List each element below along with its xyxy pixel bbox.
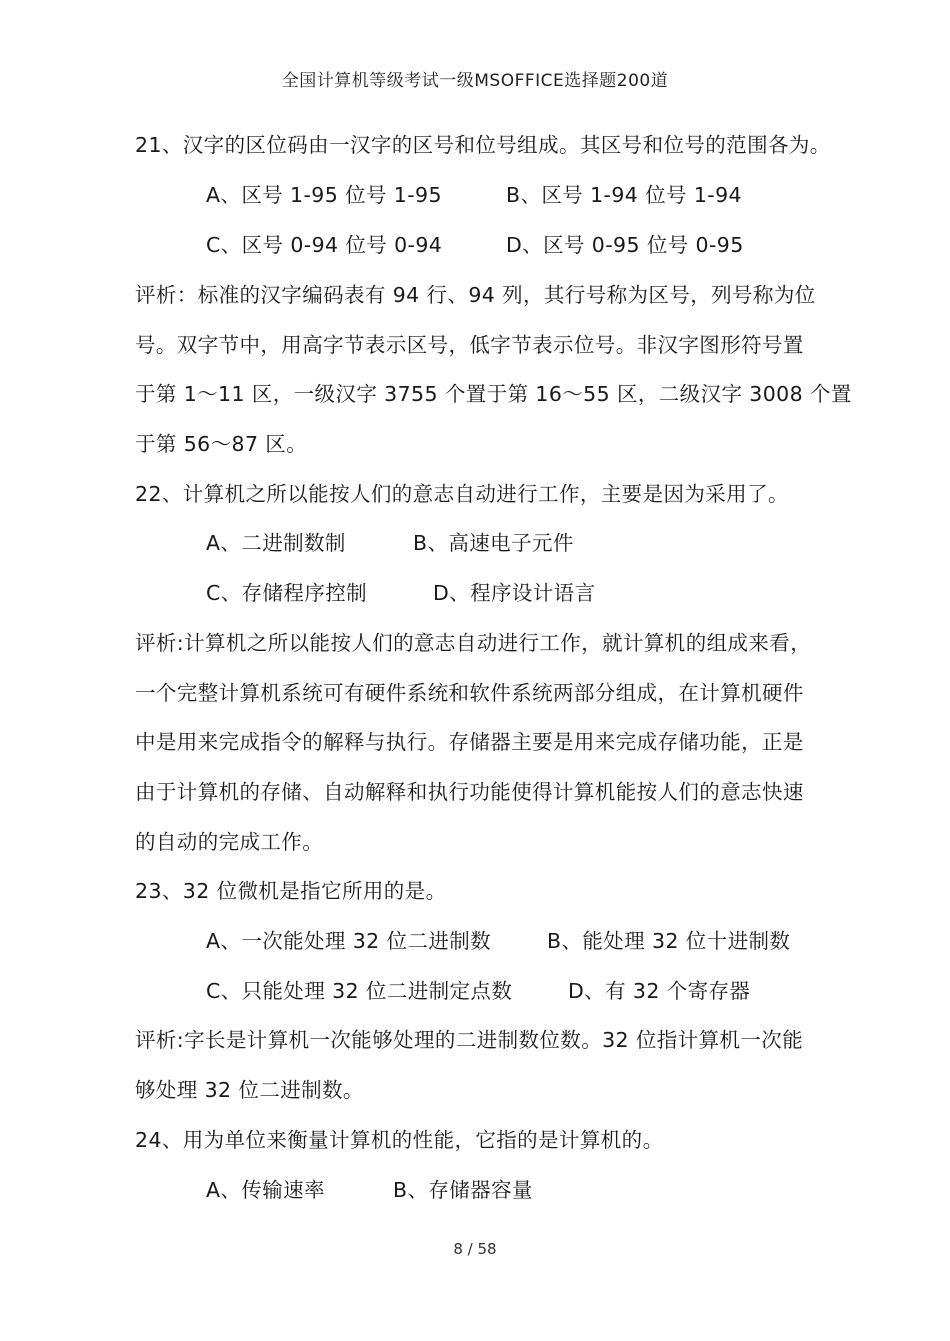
question-23-option-a: A、一次能处理 32 位二进制数 [206, 929, 492, 953]
question-22-analysis-line: 由于计算机的存储、自动解释和执行功能使得计算机能按人们的意志快速 [135, 780, 804, 804]
question-24-stem: 24、用为单位来衡量计算机的性能，它指的是计算机的。 [135, 1128, 664, 1152]
question-22-option-c: C、存储程序控制 [206, 581, 368, 605]
document-header-title: 全国计算机等级考试一级MSOFFICE选择题200道 [281, 71, 669, 91]
question-21-option-c: C、区号 0-94 位号 0-94 [206, 233, 443, 257]
question-22-option-a: A、二进制数制 [206, 531, 346, 555]
question-24-option-a: A、传输速率 [206, 1178, 325, 1202]
question-22-option-b: B、高速电子元件 [413, 531, 574, 555]
question-21-option-b: B、区号 1-94 位号 1-94 [506, 183, 742, 207]
question-22-analysis-line: 中是用来完成指令的解释与执行。存储器主要是用来完成存储功能，正是 [135, 730, 804, 754]
question-22-analysis-line: 一个完整计算机系统可有硬件系统和软件系统两部分组成，在计算机硬件 [135, 681, 804, 705]
question-23-option-d: D、有 32 个寄存器 [568, 979, 751, 1003]
question-21-option-a: A、区号 1-95 位号 1-95 [206, 183, 442, 207]
question-23-option-c: C、只能处理 32 位二进制定点数 [206, 979, 513, 1003]
question-23-stem: 23、32 位微机是指它所用的是。 [135, 879, 447, 903]
question-22-option-d: D、程序设计语言 [433, 581, 596, 605]
question-22-analysis-line: 的自动的完成工作。 [135, 830, 324, 854]
question-21-analysis-line: 于第 1～11 区，一级汉字 3755 个置于第 16～55 区，二级汉字 3008 个置 [135, 382, 852, 406]
question-22-analysis-line: 评析:计算机之所以能按人们的意志自动进行工作，就计算机的组成来看， [135, 631, 812, 655]
question-21-analysis-line: 评析：标准的汉字编码表有 94 行、94 列，其行号称为区号，列号称为位 [135, 283, 816, 307]
question-21-stem: 21、汉字的区位码由一汉字的区号和位号组成。其区号和位号的范围各为。 [135, 133, 831, 157]
question-21-analysis-line: 号。双字节中，用高字节表示区号，低字节表示位号。非汉字图形符号置 [135, 333, 804, 357]
question-23-analysis-line: 评析:字长是计算机一次能够处理的二进制数位数。32 位指计算机一次能 [135, 1028, 804, 1052]
question-21-analysis-line: 于第 56～87 区。 [135, 432, 308, 456]
question-22-stem: 22、计算机之所以能按人们的意志自动进行工作，主要是因为采用了。 [135, 482, 789, 506]
question-24-option-b: B、存储器容量 [393, 1178, 533, 1202]
question-23-analysis-line: 够处理 32 位二进制数。 [135, 1078, 364, 1102]
page-number-indicator: 8 / 58 [453, 1240, 497, 1258]
question-23-option-b: B、能处理 32 位十进制数 [547, 929, 791, 953]
question-21-option-d: D、区号 0-95 位号 0-95 [506, 233, 744, 257]
